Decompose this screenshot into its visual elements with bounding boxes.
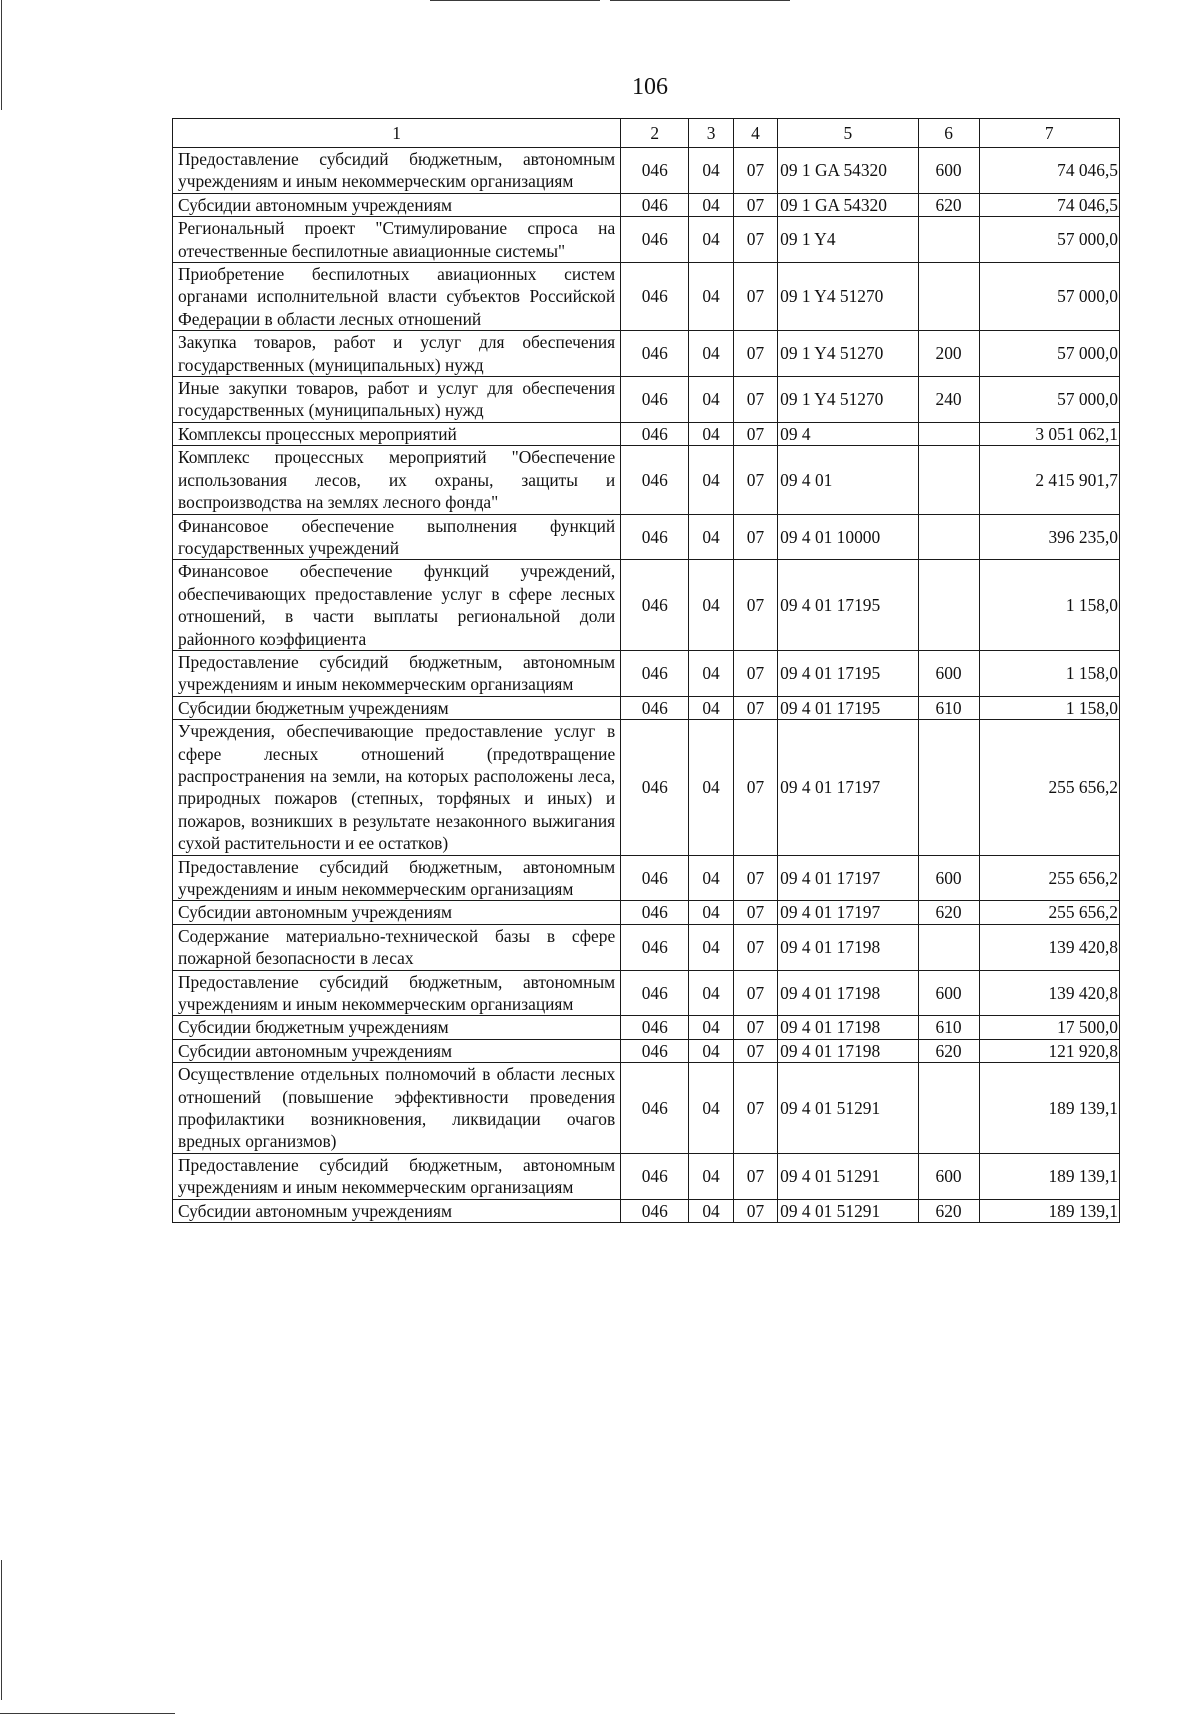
row-vr-cell: 600 [918, 650, 979, 696]
row-gr-cell: 046 [621, 901, 689, 924]
row-csr-cell: 09 4 01 51291 [778, 1063, 918, 1154]
row-rz-cell: 04 [689, 217, 733, 263]
row-amount-cell: 1 158,0 [979, 560, 1119, 651]
row-rz-cell: 04 [689, 148, 733, 194]
row-vr-cell [918, 217, 979, 263]
row-pr-cell: 07 [733, 1153, 777, 1199]
row-amount-cell: 255 656,2 [979, 720, 1119, 855]
row-pr-cell: 07 [733, 217, 777, 263]
budget-table [172, 118, 1120, 1223]
row-amount-cell: 255 656,2 [979, 901, 1119, 924]
row-name-cell: Субсидии автономным учреждениям [173, 1199, 621, 1222]
row-vr-cell: 610 [918, 696, 979, 719]
row-pr-cell: 07 [733, 148, 777, 194]
row-vr-cell: 620 [918, 1199, 979, 1222]
row-rz-cell: 04 [689, 720, 733, 855]
table-row [173, 650, 1120, 696]
row-vr-cell [918, 1063, 979, 1154]
row-rz-cell: 04 [689, 1199, 733, 1222]
row-name-cell: Предоставление субсидий бюджетным, автономным учреждениям и иным некоммерческим организациям [173, 650, 621, 696]
row-rz-cell: 04 [689, 446, 733, 514]
row-name-cell: Приобретение беспилотных авиационных систем органами исполнительной власти субъектов Российской Федерации в области лесных отношений [173, 263, 621, 331]
row-name-cell: Финансовое обеспечение функций учреждений, обеспечивающих предоставление услуг в сфере лесных отношений, в части выплаты региональной доли районного коэффициента [173, 560, 621, 651]
row-amount-cell: 74 046,5 [979, 148, 1119, 194]
table-row [173, 514, 1120, 560]
row-amount-cell: 121 920,8 [979, 1039, 1119, 1062]
row-vr-cell: 620 [918, 901, 979, 924]
row-name-cell: Иные закупки товаров, работ и услуг для обеспечения государственных (муниципальных) нужд [173, 377, 621, 423]
row-pr-cell: 07 [733, 193, 777, 216]
table-row [173, 148, 1120, 194]
row-amount-cell: 1 158,0 [979, 650, 1119, 696]
row-vr-cell: 620 [918, 1039, 979, 1062]
table-row [173, 422, 1120, 445]
row-gr-cell: 046 [621, 1153, 689, 1199]
column-header: 2 [621, 119, 689, 148]
row-pr-cell: 07 [733, 924, 777, 970]
row-name-cell: Комплексы процессных мероприятий [173, 422, 621, 445]
row-vr-cell: 600 [918, 148, 979, 194]
row-csr-cell: 09 1 Y4 51270 [778, 263, 918, 331]
row-vr-cell [918, 446, 979, 514]
column-header: 3 [689, 119, 733, 148]
row-gr-cell: 046 [621, 514, 689, 560]
row-pr-cell: 07 [733, 1039, 777, 1062]
row-amount-cell: 189 139,1 [979, 1153, 1119, 1199]
row-csr-cell: 09 4 [778, 422, 918, 445]
row-gr-cell: 046 [621, 1063, 689, 1154]
row-rz-cell: 04 [689, 263, 733, 331]
row-gr-cell: 046 [621, 970, 689, 1016]
row-rz-cell: 04 [689, 650, 733, 696]
table-row [173, 377, 1120, 423]
table-row [173, 560, 1120, 651]
row-gr-cell: 046 [621, 1039, 689, 1062]
page-number: 106 [632, 74, 668, 100]
row-pr-cell: 07 [733, 560, 777, 651]
row-name-cell: Учреждения, обеспечивающие предоставление услуг в сфере лесных отношений (предотвращение распространения на земли, на которых расположены леса, природных пожаров (степных, торфяных и иных) и пожаров, возникших в результате незаконного выжигания сухой растительности и ее остатков) [173, 720, 621, 855]
scan-edge-line-top [430, 0, 600, 1]
row-name-cell: Предоставление субсидий бюджетным, автономным учреждениям и иным некоммерческим организациям [173, 1153, 621, 1199]
row-pr-cell: 07 [733, 263, 777, 331]
row-gr-cell: 046 [621, 720, 689, 855]
row-csr-cell: 09 4 01 [778, 446, 918, 514]
row-gr-cell: 046 [621, 331, 689, 377]
row-gr-cell: 046 [621, 696, 689, 719]
row-pr-cell: 07 [733, 650, 777, 696]
table-row [173, 901, 1120, 924]
row-csr-cell: 09 1 Y4 51270 [778, 377, 918, 423]
row-amount-cell: 255 656,2 [979, 855, 1119, 901]
row-gr-cell: 046 [621, 1199, 689, 1222]
table-row [173, 1063, 1120, 1154]
row-name-cell: Субсидии бюджетным учреждениям [173, 1016, 621, 1039]
row-vr-cell [918, 720, 979, 855]
row-vr-cell [918, 560, 979, 651]
column-header: 1 [173, 119, 621, 148]
table-row [173, 696, 1120, 719]
table-row [173, 1016, 1120, 1039]
row-name-cell: Осуществление отдельных полномочий в области лесных отношений (повышение эффективности проведения профилактики возникновения, ликвидации очагов вредных организмов) [173, 1063, 621, 1154]
row-csr-cell: 09 4 01 17198 [778, 1039, 918, 1062]
row-gr-cell: 046 [621, 855, 689, 901]
row-vr-cell: 240 [918, 377, 979, 423]
table-row [173, 217, 1120, 263]
row-csr-cell: 09 1 GA 54320 [778, 193, 918, 216]
column-header: 4 [733, 119, 777, 148]
row-csr-cell: 09 1 Y4 51270 [778, 331, 918, 377]
table-row [173, 193, 1120, 216]
row-csr-cell: 09 1 GA 54320 [778, 148, 918, 194]
row-vr-cell [918, 924, 979, 970]
row-amount-cell: 74 046,5 [979, 193, 1119, 216]
table-body [173, 148, 1120, 1223]
row-name-cell: Комплекс процессных мероприятий "Обеспечение использования лесов, их охраны, защиты и воспроизводства на землях лесного фонда" [173, 446, 621, 514]
row-pr-cell: 07 [733, 514, 777, 560]
row-vr-cell: 600 [918, 970, 979, 1016]
table-row [173, 1199, 1120, 1222]
row-rz-cell: 04 [689, 193, 733, 216]
row-pr-cell: 07 [733, 696, 777, 719]
row-gr-cell: 046 [621, 148, 689, 194]
row-amount-cell: 189 139,1 [979, 1063, 1119, 1154]
row-pr-cell: 07 [733, 1016, 777, 1039]
row-gr-cell: 046 [621, 1016, 689, 1039]
row-amount-cell: 189 139,1 [979, 1199, 1119, 1222]
column-header: 6 [918, 119, 979, 148]
row-name-cell: Содержание материально-технической базы в сфере пожарной безопасности в лесах [173, 924, 621, 970]
row-csr-cell: 09 4 01 17195 [778, 650, 918, 696]
row-gr-cell: 046 [621, 377, 689, 423]
scan-edge-line-top [610, 0, 790, 1]
row-rz-cell: 04 [689, 514, 733, 560]
table-row [173, 924, 1120, 970]
row-rz-cell: 04 [689, 970, 733, 1016]
row-gr-cell: 046 [621, 217, 689, 263]
row-rz-cell: 04 [689, 377, 733, 423]
row-pr-cell: 07 [733, 446, 777, 514]
row-gr-cell: 046 [621, 446, 689, 514]
row-pr-cell: 07 [733, 377, 777, 423]
row-rz-cell: 04 [689, 696, 733, 719]
row-csr-cell: 09 4 01 51291 [778, 1199, 918, 1222]
row-vr-cell [918, 422, 979, 445]
row-vr-cell: 200 [918, 331, 979, 377]
row-amount-cell: 57 000,0 [979, 331, 1119, 377]
row-csr-cell: 09 4 01 17195 [778, 560, 918, 651]
row-gr-cell: 046 [621, 924, 689, 970]
row-vr-cell [918, 514, 979, 560]
row-csr-cell: 09 4 01 17195 [778, 696, 918, 719]
row-amount-cell: 139 420,8 [979, 970, 1119, 1016]
scan-edge-line-bottom [0, 1713, 175, 1714]
row-gr-cell: 046 [621, 650, 689, 696]
row-amount-cell: 1 158,0 [979, 696, 1119, 719]
row-csr-cell: 09 4 01 17198 [778, 1016, 918, 1039]
table-header-row [173, 119, 1120, 148]
row-amount-cell: 17 500,0 [979, 1016, 1119, 1039]
row-rz-cell: 04 [689, 1063, 733, 1154]
row-gr-cell: 046 [621, 193, 689, 216]
row-name-cell: Предоставление субсидий бюджетным, автономным учреждениям и иным некоммерческим организациям [173, 970, 621, 1016]
row-name-cell: Закупка товаров, работ и услуг для обеспечения государственных (муниципальных) нужд [173, 331, 621, 377]
row-rz-cell: 04 [689, 1153, 733, 1199]
row-name-cell: Субсидии автономным учреждениям [173, 1039, 621, 1062]
row-csr-cell: 09 4 01 51291 [778, 1153, 918, 1199]
row-vr-cell: 620 [918, 193, 979, 216]
row-csr-cell: 09 4 01 17198 [778, 970, 918, 1016]
row-pr-cell: 07 [733, 331, 777, 377]
row-rz-cell: 04 [689, 331, 733, 377]
row-amount-cell: 396 235,0 [979, 514, 1119, 560]
table-row [173, 720, 1120, 855]
row-name-cell: Региональный проект "Стимулирование спроса на отечественные беспилотные авиационные системы" [173, 217, 621, 263]
row-gr-cell: 046 [621, 560, 689, 651]
row-csr-cell: 09 4 01 17197 [778, 855, 918, 901]
row-amount-cell: 2 415 901,7 [979, 446, 1119, 514]
row-pr-cell: 07 [733, 422, 777, 445]
row-name-cell: Субсидии автономным учреждениям [173, 901, 621, 924]
row-csr-cell: 09 4 01 17198 [778, 924, 918, 970]
table-row [173, 263, 1120, 331]
row-amount-cell: 3 051 062,1 [979, 422, 1119, 445]
row-pr-cell: 07 [733, 1063, 777, 1154]
row-pr-cell: 07 [733, 901, 777, 924]
row-csr-cell: 09 4 01 10000 [778, 514, 918, 560]
row-name-cell: Субсидии автономным учреждениям [173, 193, 621, 216]
table-row [173, 970, 1120, 1016]
table-row [173, 446, 1120, 514]
row-pr-cell: 07 [733, 855, 777, 901]
table-row [173, 331, 1120, 377]
row-amount-cell: 57 000,0 [979, 263, 1119, 331]
row-vr-cell: 600 [918, 855, 979, 901]
row-vr-cell: 600 [918, 1153, 979, 1199]
row-rz-cell: 04 [689, 855, 733, 901]
row-amount-cell: 139 420,8 [979, 924, 1119, 970]
table-row [173, 855, 1120, 901]
row-name-cell: Финансовое обеспечение выполнения функций государственных учреждений [173, 514, 621, 560]
row-rz-cell: 04 [689, 560, 733, 651]
row-vr-cell: 610 [918, 1016, 979, 1039]
row-pr-cell: 07 [733, 970, 777, 1016]
row-name-cell: Предоставление субсидий бюджетным, автономным учреждениям и иным некоммерческим организациям [173, 855, 621, 901]
row-csr-cell: 09 4 01 17197 [778, 720, 918, 855]
column-header: 5 [778, 119, 918, 148]
row-vr-cell [918, 263, 979, 331]
row-rz-cell: 04 [689, 901, 733, 924]
row-pr-cell: 07 [733, 720, 777, 855]
row-amount-cell: 57 000,0 [979, 217, 1119, 263]
row-gr-cell: 046 [621, 422, 689, 445]
column-header: 7 [979, 119, 1119, 148]
table-row [173, 1153, 1120, 1199]
row-rz-cell: 04 [689, 1039, 733, 1062]
row-csr-cell: 09 1 Y4 [778, 217, 918, 263]
scan-edge-line-left [1, 1560, 2, 1700]
row-name-cell: Субсидии бюджетным учреждениям [173, 696, 621, 719]
row-amount-cell: 57 000,0 [979, 377, 1119, 423]
row-gr-cell: 046 [621, 263, 689, 331]
row-csr-cell: 09 4 01 17197 [778, 901, 918, 924]
row-rz-cell: 04 [689, 1016, 733, 1039]
row-name-cell: Предоставление субсидий бюджетным, автономным учреждениям и иным некоммерческим организациям [173, 148, 621, 194]
table-row [173, 1039, 1120, 1062]
row-pr-cell: 07 [733, 1199, 777, 1222]
row-rz-cell: 04 [689, 924, 733, 970]
row-rz-cell: 04 [689, 422, 733, 445]
